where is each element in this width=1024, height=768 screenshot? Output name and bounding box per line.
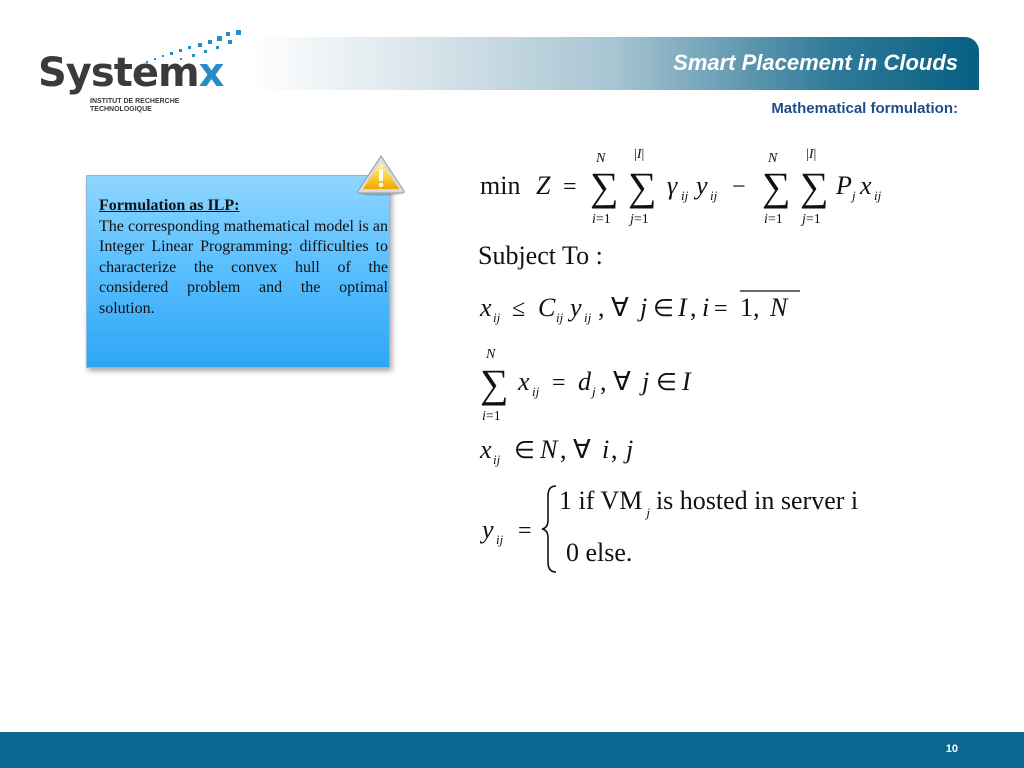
logo-subtitle-line2: TECHNOLOGIQUE: [90, 106, 152, 113]
svg-text:,: ,: [690, 293, 697, 322]
svg-text:, ∀: , ∀: [560, 435, 591, 464]
svg-text:ij: ij: [493, 452, 501, 467]
svg-text:ij: ij: [556, 310, 564, 325]
svg-text:j: j: [592, 384, 596, 399]
svg-text:x: x: [480, 293, 492, 322]
ilp-info-box: [86, 175, 390, 368]
svg-text:I: I: [682, 367, 691, 396]
svg-text:ij: ij: [493, 310, 501, 325]
svg-text:i: i: [602, 435, 610, 464]
svg-text:∑: ∑: [590, 164, 619, 209]
svg-text:j: j: [640, 293, 648, 322]
svg-text:x: x: [518, 367, 530, 396]
svg-text:N: N: [596, 151, 606, 166]
svg-text:C: C: [538, 293, 556, 322]
svg-text:ij: ij: [532, 384, 540, 399]
svg-text:=: =: [552, 370, 566, 396]
logo-wordmark: Systemx: [38, 50, 224, 96]
slide-subtitle: Mathematical formulation:: [771, 100, 958, 117]
slide-title: Smart Placement in Clouds: [673, 50, 958, 75]
logo-subtitle: [90, 98, 210, 114]
svg-text:|I|: |I|: [634, 147, 645, 162]
svg-text:1,: 1,: [740, 293, 760, 322]
warning-icon: [355, 153, 407, 197]
svg-text:≤: ≤: [512, 296, 526, 322]
page-number: 10: [945, 743, 958, 755]
svg-text:j=1: j=1: [630, 212, 649, 227]
svg-text:ij: ij: [681, 188, 689, 203]
svg-text:∑: ∑: [762, 164, 791, 209]
svg-text:, ∀: , ∀: [600, 367, 631, 396]
svg-text:N: N: [540, 435, 558, 464]
svg-text:j: j: [642, 367, 650, 396]
svg-text:N: N: [768, 151, 778, 166]
logo-x-letter: x: [198, 50, 224, 96]
svg-text:=: =: [714, 296, 728, 322]
svg-text:min: min: [480, 171, 521, 200]
svg-text:ij: ij: [496, 532, 504, 547]
svg-text:i=1: i=1: [764, 212, 783, 227]
svg-text:∈: ∈: [656, 370, 677, 396]
svg-text:i: i: [702, 293, 710, 322]
svg-text:y: y: [696, 171, 708, 200]
case-hosted-tail: is hosted in server i: [655, 486, 859, 515]
svg-text:Z: Z: [536, 171, 551, 200]
case-else: 0 else.: [566, 538, 633, 567]
svg-text:∈: ∈: [653, 296, 674, 322]
svg-text:i=1: i=1: [592, 212, 611, 227]
objective-function: [478, 142, 898, 232]
ilp-heading: Formulation as ILP:: [99, 197, 240, 214]
svg-text:ij: ij: [710, 188, 718, 203]
svg-text:j=1: j=1: [802, 212, 821, 227]
y-definition: [478, 478, 938, 578]
subject-to-label: Subject To :: [478, 241, 603, 270]
svg-text:∈: ∈: [514, 438, 535, 464]
svg-text:∑: ∑: [628, 164, 657, 209]
svg-text:=: =: [518, 518, 532, 544]
svg-text:−: −: [732, 174, 746, 200]
svg-text:x: x: [480, 435, 492, 464]
ilp-body: The corresponding mathematical model is an Integer Linear Programming: difficulties to characterize the convex hull of the considered problem and the optimal solution.: [99, 217, 388, 317]
svg-text:d: d: [578, 367, 591, 396]
svg-text:N: N: [486, 347, 496, 362]
svg-text:y: y: [482, 515, 494, 544]
svg-text:,: ,: [611, 435, 618, 464]
svg-text:γ: γ: [667, 171, 678, 200]
ilp-text: [99, 196, 388, 319]
y-definition-lhs: [478, 478, 558, 578]
svg-text:∑: ∑: [800, 164, 829, 209]
case-hosted-text: 1 if VM: [559, 486, 643, 515]
svg-text:x: x: [860, 171, 872, 200]
svg-text:∑: ∑: [480, 361, 509, 406]
svg-text:N: N: [770, 293, 788, 322]
svg-text:ij: ij: [874, 188, 882, 203]
svg-text:P: P: [836, 171, 852, 200]
svg-text:I: I: [678, 293, 687, 322]
footer-bar: [0, 732, 1024, 768]
svg-text:i=1: i=1: [482, 409, 501, 424]
constraint-capacity: [478, 282, 808, 332]
svg-text:ij: ij: [584, 310, 592, 325]
svg-text:y: y: [570, 293, 582, 322]
constraint-demand: [478, 340, 718, 425]
case-hosted: [559, 486, 859, 520]
svg-text:, ∀: , ∀: [598, 293, 629, 322]
svg-text:|I|: |I|: [806, 147, 817, 162]
logo-subtitle-line1: INSTITUT DE RECHERCHE: [90, 98, 180, 105]
svg-text:j: j: [852, 188, 856, 203]
svg-text:=: =: [563, 174, 577, 200]
constraint-integrality: [478, 428, 678, 473]
case-hosted-subscript: j: [646, 505, 650, 520]
svg-text:j: j: [626, 435, 634, 464]
systemx-logo: [36, 28, 246, 123]
